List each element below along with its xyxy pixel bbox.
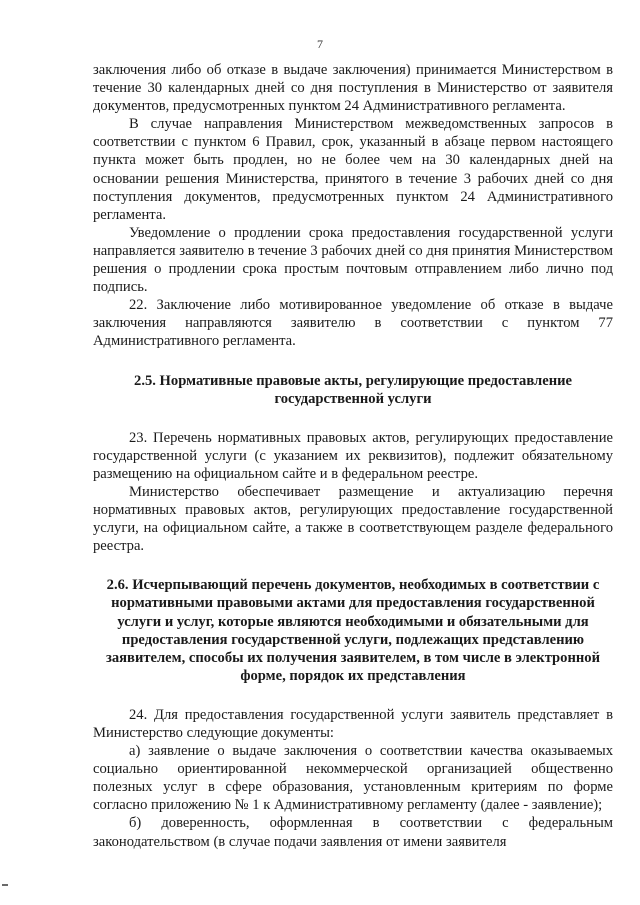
paragraph-22: 22. Заключение либо мотивированное уведомление об отказе в выдаче заключения направляются заявителю в соответствии с пунктом 77 Административного регламента. bbox=[93, 297, 613, 350]
list-item-b: б) доверенность, оформленная в соответствии с федеральным законодательством (в случае подачи заявления от имени заявителя bbox=[93, 815, 613, 850]
paragraph-23: 23. Перечень нормативных правовых актов, регулирующих предоставление государственной услуги (с указанием их реквизитов), подлежит обязательному размещению на официальном сайте и в федеральном реестре. bbox=[93, 429, 613, 482]
list-item-a: а) заявление о выдаче заключения о соответствии качества оказываемых социально ориентированной некоммерческой организацией общественно полезных услуг в сфере образования, установленным критериям по форме согласно приложению № 1 к Административному регламенту (далее - заявление); bbox=[93, 743, 613, 814]
document-body bbox=[93, 61, 613, 851]
paragraph-extension-notice: Уведомление о продлении срока предоставления государственной услуги направляется заявителю в течение 3 рабочих дней со дня принятия Министерством решения о продлении срока простым почтовым отправлением либо лично под подпись. bbox=[93, 224, 613, 296]
section-heading-2-5: 2.5. Нормативные правовые акты, регулирующие предоставление государственной услуги bbox=[134, 372, 572, 407]
section-heading-2-6: 2.6. Исчерпывающий перечень документов, необходимых в соответствии с нормативными правовыми актами для предоставления государственной услуги и услуг, которые являются необходимыми и обязательными для предоставления государственной услуги, подлежащих представлению заявителем, способы их получения заявителем, в том числе в электронной форме, порядок их представления bbox=[106, 577, 600, 684]
paragraph-24: 24. Для предоставления государственной услуги заявитель представляет в Министерство следующие документы: bbox=[93, 706, 613, 741]
scan-edge-mark bbox=[2, 884, 8, 886]
paragraph-ministry-publication: Министерство обеспечивает размещение и актуализацию перечня нормативных правовых актов, регулирующих предоставление государственной услуги, на официальном сайте, а также в соответствующем разделе федерального реестра. bbox=[93, 483, 613, 555]
paragraph-extension-case: В случае направления Министерством межведомственных запросов в соответствии с пунктом 6 Правил, срок, указанный в абзаце первом настоящего пункта может быть продлен, но не более чем на 30 календарных дней на основании решения Министерства, принятого в течение 3 рабочих дней со дня поступления документов, предусмотренных пунктом 24 Административного регламента. bbox=[93, 116, 613, 223]
paragraph-21-continuation: заключения либо об отказе в выдаче заключения) принимается Министерством в течение 30 календарных дней со дня поступления в Министерство от заявителя документов, предусмотренных пунктом 24 Административного регламента. bbox=[93, 62, 613, 115]
page-number: 7 bbox=[317, 37, 323, 51]
